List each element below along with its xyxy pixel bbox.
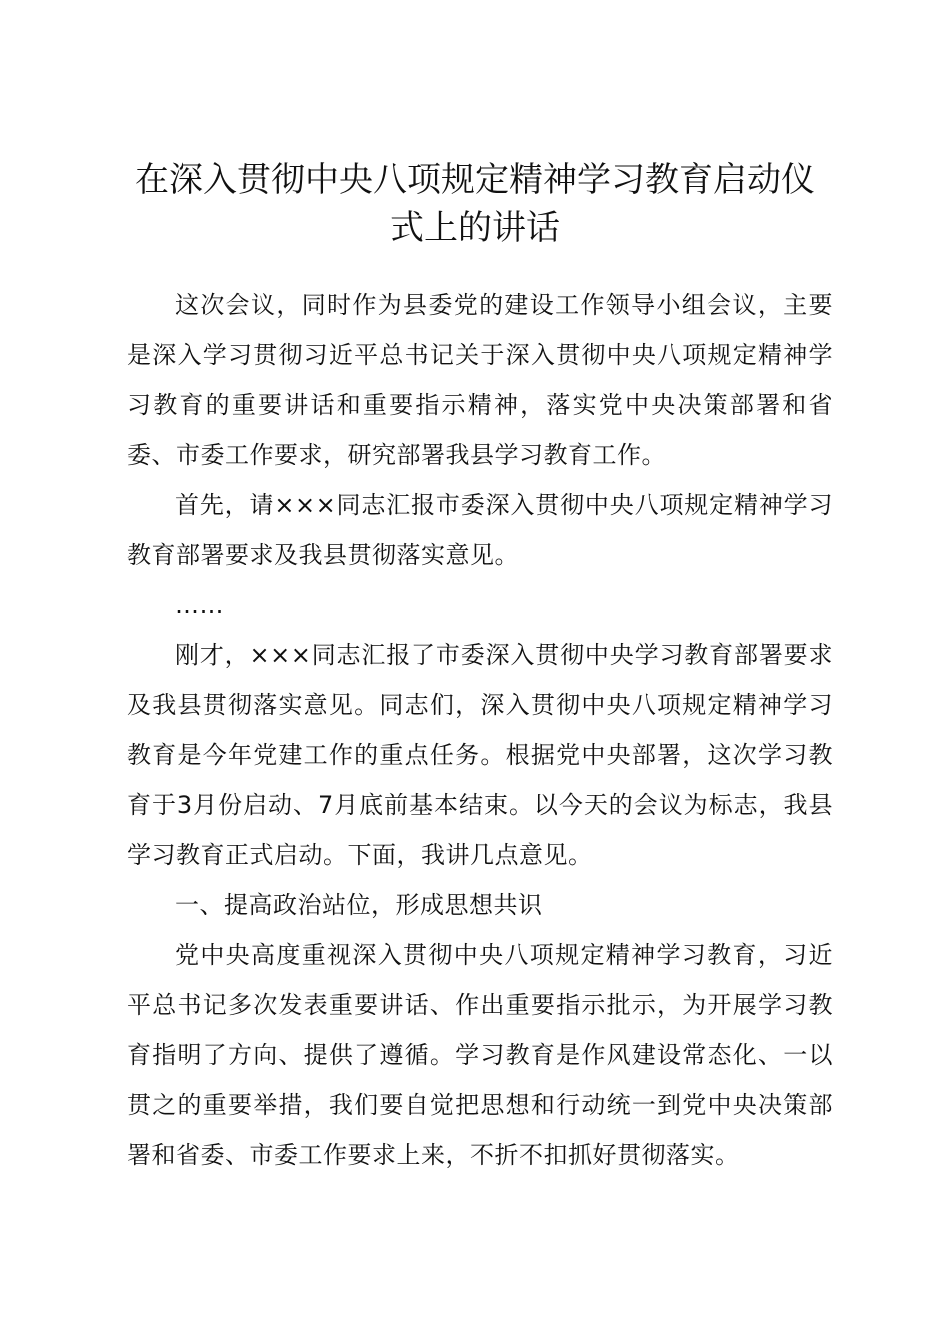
title-line-2: 式上的讲话: [390, 208, 560, 248]
paragraph-ellipsis: ……: [175, 591, 224, 619]
title-line-1: 在深入贯彻中央八项规定精神学习教育启动仪: [135, 160, 815, 200]
section-heading-1: 一、提高政治站位，形成思想共识: [175, 891, 543, 919]
document-title: [120, 156, 830, 252]
paragraph-report-request: 首先，请×××同志汇报市委深入贯彻中央八项规定精神学习教育部署要求及我县贯彻落实意见。: [127, 491, 833, 569]
document-body: [127, 280, 833, 1180]
paragraph-intro: 这次会议，同时作为县委党的建设工作领导小组会议，主要是深入学习贯彻习近平总书记关于深入贯彻中央八项规定精神学习教育的重要讲话和重要指示精神，落实党中央决策部署和省委、市委工作要求，研究部署我县学习教育工作。: [127, 291, 833, 469]
paragraph-opinions: 刚才，×××同志汇报了市委深入贯彻中央学习教育部署要求及我县贯彻落实意见。同志们，深入贯彻中央八项规定精神学习教育是今年党建工作的重点任务。根据党中央部署，这次学习教育于3月份启动、7月底前基本结束。以今天的会议为标志，我县学习教育正式启动。下面，我讲几点意见。: [127, 641, 833, 869]
paragraph-section-1: 党中央高度重视深入贯彻中央八项规定精神学习教育，习近平总书记多次发表重要讲话、作出重要指示批示，为开展学习教育指明了方向、提供了遵循。学习教育是作风建设常态化、一以贯之的重要举措，我们要自觉把思想和行动统一到党中央决策部署和省委、市委工作要求上来，不折不扣抓好贯彻落实。: [127, 941, 833, 1169]
